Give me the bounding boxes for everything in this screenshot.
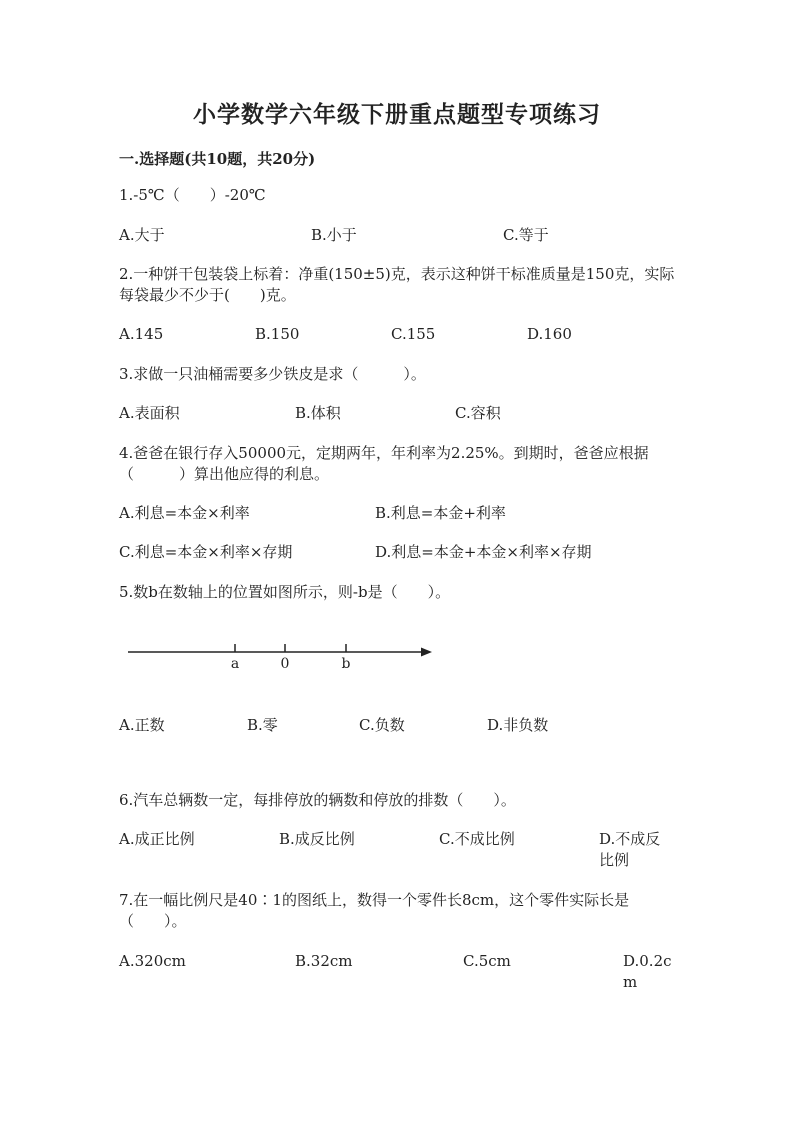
q2-option-a[interactable]: A.145 [119,325,164,343]
q2-option-c[interactable]: C.155 [391,325,436,343]
question-4-stem: 4.爸爸在银行存入50000元，定期两年，年利率为2.25%。到期时，爸爸应根据（ ）算出他应得的利息。 [119,444,649,483]
q2-option-d[interactable]: D.160 [527,325,572,343]
number-line-arrow-icon [421,648,432,657]
question-1-stem: 1.-5℃（ ）-20℃ [119,186,266,204]
q3-option-c[interactable]: C.容积 [455,404,501,422]
q7-option-d[interactable]: D.0.2cm [623,952,672,991]
label-b: b [341,656,351,672]
question-7-stem: 7.在一幅比例尺是40∶1的图纸上，数得一个零件长8cm，这个零件实际长是（ ）。 [119,891,630,930]
q4-option-d[interactable]: D.利息=本金+本金×利率×存期 [375,543,592,561]
q4-option-b[interactable]: B.利息=本金+利率 [375,504,506,522]
q7-option-a[interactable]: A.320cm [119,952,186,970]
q1-option-a[interactable]: A.大于 [119,226,165,244]
q5-option-d[interactable]: D.非负数 [487,716,549,734]
question-2-stem: 2.一种饼干包装袋上标着：净重(150±5)克，表示这种饼干标准质量是150克，实际每袋最少不少于( )克。 [119,265,675,304]
label-zero: 0 [280,656,290,672]
page-title: 小学数学六年级下册重点题型专项练习 [193,101,601,128]
q1-option-c[interactable]: C.等于 [503,226,549,244]
q4-option-c[interactable]: C.利息=本金×利率×存期 [119,543,293,561]
q3-option-a[interactable]: A.表面积 [119,404,180,422]
q1-option-b[interactable]: B.小于 [311,226,357,244]
q3-option-b[interactable]: B.体积 [295,404,341,422]
q6-option-c[interactable]: C.不成比例 [439,830,515,848]
label-a: a [230,656,240,672]
q2-option-b[interactable]: B.150 [255,325,300,343]
q7-option-c[interactable]: C.5cm [463,952,511,970]
question-6-stem: 6.汽车总辆数一定，每排停放的辆数和停放的排数（ ）。 [119,791,516,809]
q7-option-b[interactable]: B.32cm [295,952,353,970]
q5-option-a[interactable]: A.正数 [119,716,165,734]
q6-option-a[interactable]: A.成正比例 [119,830,195,848]
question-5-stem: 5.数b在数轴上的位置如图所示，则-b是（ ）。 [119,583,451,601]
q6-option-d[interactable]: D.不成反比例 [599,830,661,869]
section-heading: 一.选择题(共10题，共20分) [119,150,316,168]
number-line-figure [120,636,440,676]
q4-option-a[interactable]: A.利息=本金×利率 [119,504,250,522]
q5-option-c[interactable]: C.负数 [359,716,405,734]
q5-option-b[interactable]: B.零 [247,716,278,734]
question-3-stem: 3.求做一只油桶需要多少铁皮是求（ ）。 [119,365,426,383]
q6-option-b[interactable]: B.成反比例 [279,830,355,848]
